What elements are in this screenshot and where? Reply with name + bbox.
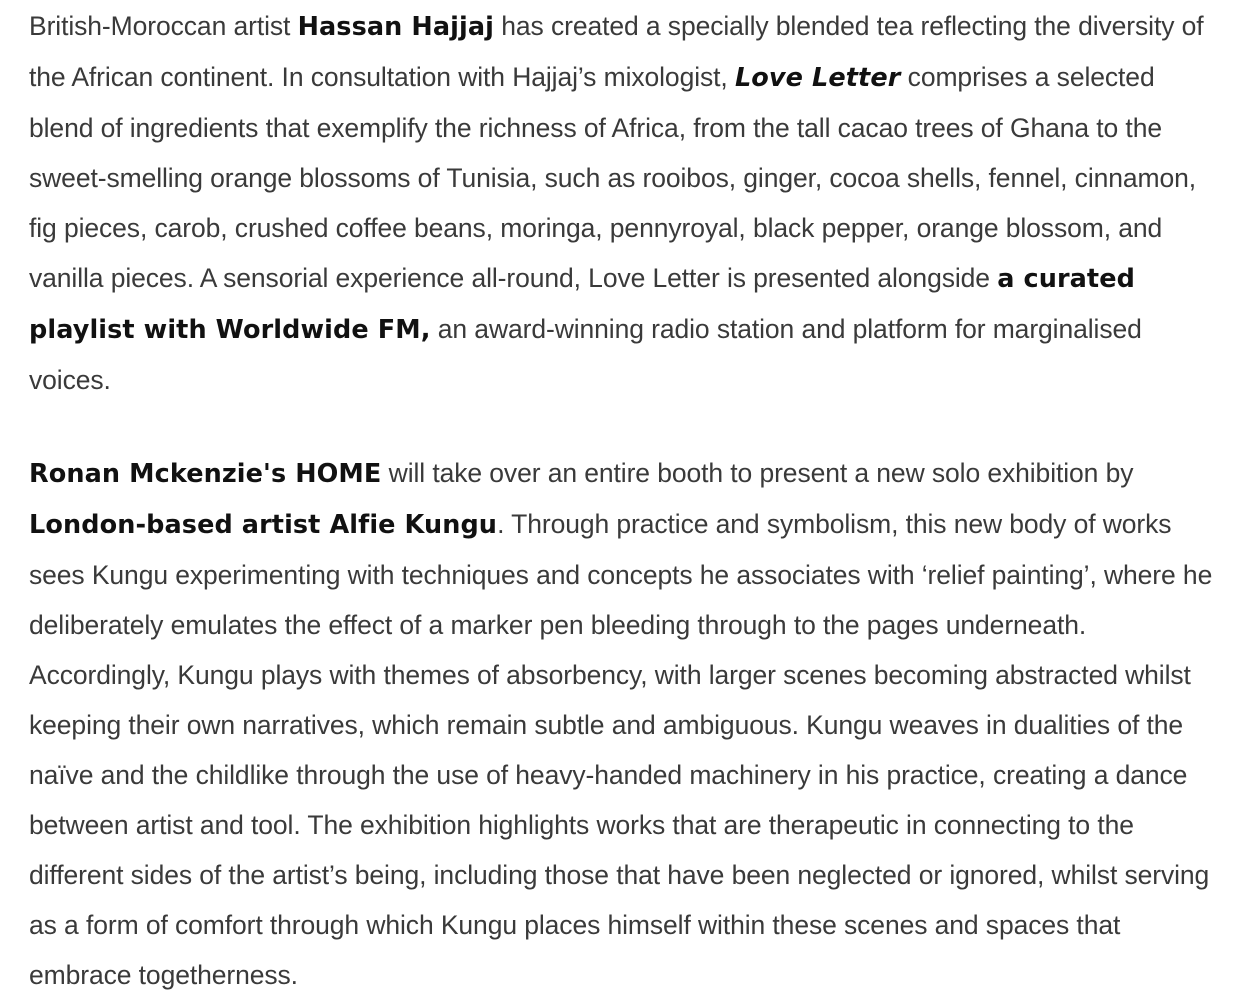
artist-name-hassan-hajjaj: Hassan Hajjaj	[297, 12, 494, 42]
paragraph-hajjaj-tea	[29, 0, 1219, 405]
gallery-name-home: Ronan Mckenzie's HOME	[29, 459, 382, 489]
playlist-highlight: a curated playlist with Worldwide FM,	[29, 264, 1135, 345]
text-segment: comprises a selected blend of ingredients that exemplify the richness of Africa, from the tall cacao trees of Ghana to the sweet-smelling orange blossoms of Tunisia, such as rooibos, ginger, cocoa shells, fennel, cinnamon, fig pieces, carob, crushed coffee beans, moringa, pennyroyal, black pepper, orange blossom, and vanilla pieces. A sensorial experience all-round, Love Letter is presented alongside	[29, 62, 1197, 293]
text-segment: British-Moroccan artist	[29, 11, 298, 41]
article-body	[29, 0, 1219, 1000]
text-segment: an award-winning radio station and platform for marginalised voices.	[29, 314, 1142, 395]
paragraph-home-exhibition	[29, 448, 1219, 1000]
text-segment: has created a specially blended tea reflecting the diversity of the African continent. In consultation with Hajjaj’s mixologist,	[29, 11, 1204, 92]
text-segment: . Through practice and symbolism, this new body of works sees Kungu experimenting with techniques and concepts he associates with ‘relief painting’, where he deliberately emulates the effect of a marker pen bleeding through to the pages underneath. Accordingly, Kungu plays with themes of absorbency, with larger scenes becoming abstracted whilst keeping their own narratives, which remain subtle and ambiguous. Kungu weaves in dualities of the naïve and the childlike through the use of heavy-handed machinery in his practice, creating a dance between artist and tool. The exhibition highlights works that are therapeutic in connecting to the different sides of the artist’s being, including those that have been neglected or ignored, whilst serving as a form of comfort through which Kungu places himself within these scenes and spaces that embrace togetherness.	[29, 509, 1213, 990]
tea-name-love-letter: Love Letter	[734, 63, 901, 93]
artist-name-alfie-kungu: London-based artist Alfie Kungu	[29, 510, 498, 540]
text-segment: will take over an entire booth to present a new solo exhibition by	[381, 458, 1134, 488]
